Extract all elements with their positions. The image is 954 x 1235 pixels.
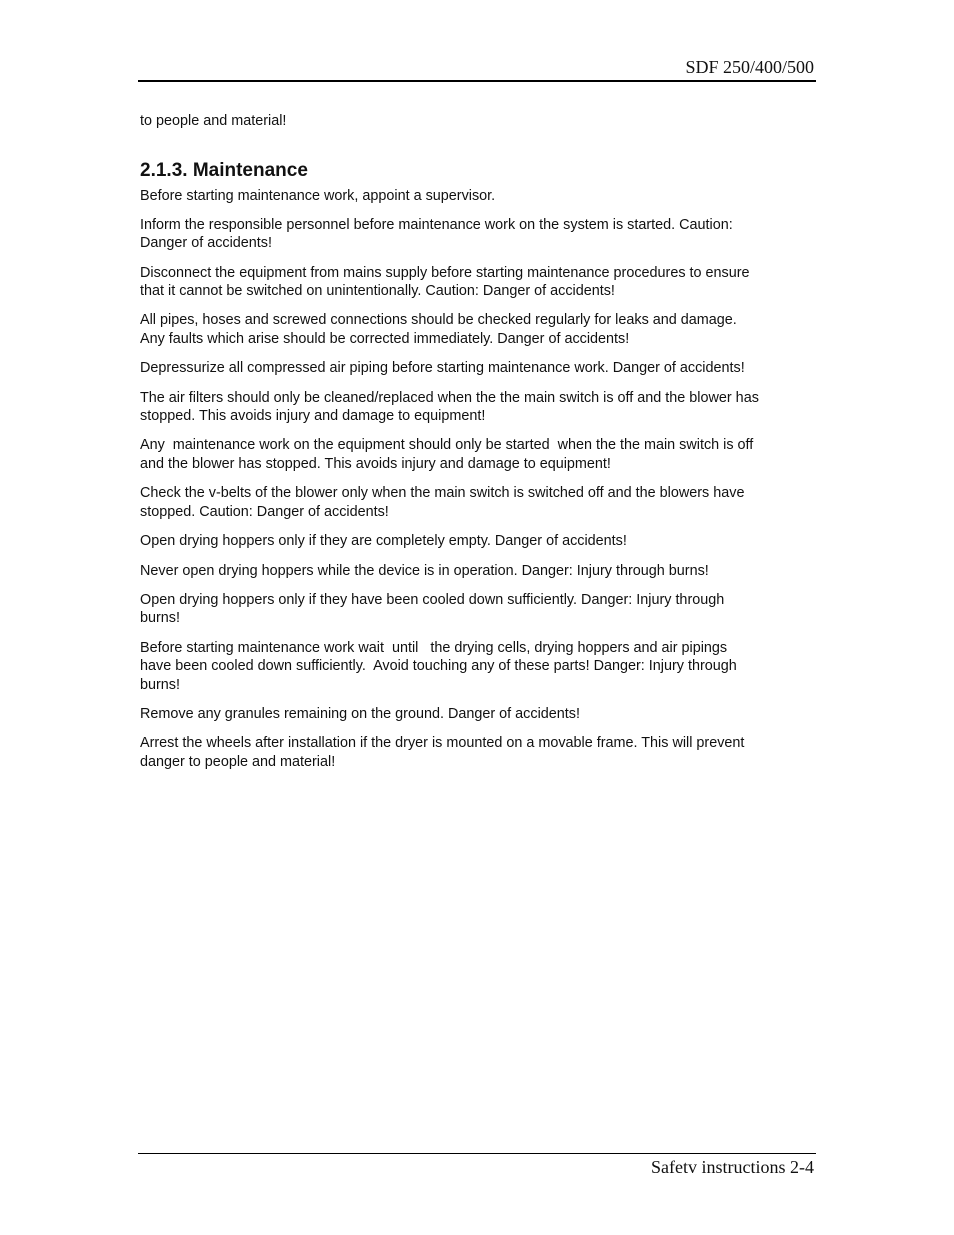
- paragraph: All pipes, hoses and screwed connections should be checked regularly for leaks and damage. Any faults which arise should be corrected immediately. Danger of accidents!: [140, 312, 737, 347]
- paragraph: Never open drying hoppers while the device is in operation. Danger: Injury through burns!: [140, 562, 709, 579]
- paragraph: Arrest the wheels after installation if the dryer is mounted on a movable frame. This will prevent danger to people and material!: [140, 735, 745, 770]
- document-title: SDF 250/400/500: [685, 57, 814, 77]
- continued-text: to people and material!: [140, 113, 287, 129]
- paragraph: Open drying hoppers only if they are completely empty. Danger of accidents!: [140, 533, 627, 550]
- footer-section-page: Safetv instructions 2-4: [651, 1157, 814, 1177]
- paragraph: Open drying hoppers only if they have been cooled down sufficiently. Danger: Injury through burns!: [140, 591, 725, 627]
- paragraph: Any maintenance work on the equipment should only be started when the the main switch is off and the blower has stopped. This avoids injury and damage to equipment!: [140, 437, 754, 472]
- page-content: [140, 112, 810, 782]
- paragraph: Before starting maintenance work wait until the drying cells, drying hoppers and air pipings have been cooled down sufficiently. Avoid touching any of these parts! Danger: Injury through burns!: [140, 639, 737, 693]
- page-header: [138, 56, 816, 82]
- paragraph: Depressurize all compressed air piping before starting maintenance work. Danger of accidents!: [140, 360, 745, 377]
- paragraph: The air filters should only be cleaned/replaced when the the main switch is off and the blower has stopped. This avoids injury and damage to equipment!: [140, 389, 759, 425]
- paragraph: Before starting maintenance work, appoint a supervisor.: [140, 188, 496, 205]
- page-footer: [138, 1153, 816, 1177]
- paragraph: Check the v-belts of the blower only when the main switch is switched off and the blowers have stopped. Caution: Danger of accidents!: [140, 485, 745, 520]
- section-heading: 2.1.3. Maintenance: [140, 160, 308, 182]
- paragraph: Inform the responsible personnel before maintenance work on the system is started. Caution: Danger of accidents!: [140, 216, 733, 252]
- paragraph: Remove any granules remaining on the ground. Danger of accidents!: [140, 705, 580, 722]
- paragraph: Disconnect the equipment from mains supply before starting maintenance procedures to ensure that it cannot be switched on unintentionally. Caution: Danger of accidents!: [140, 264, 750, 300]
